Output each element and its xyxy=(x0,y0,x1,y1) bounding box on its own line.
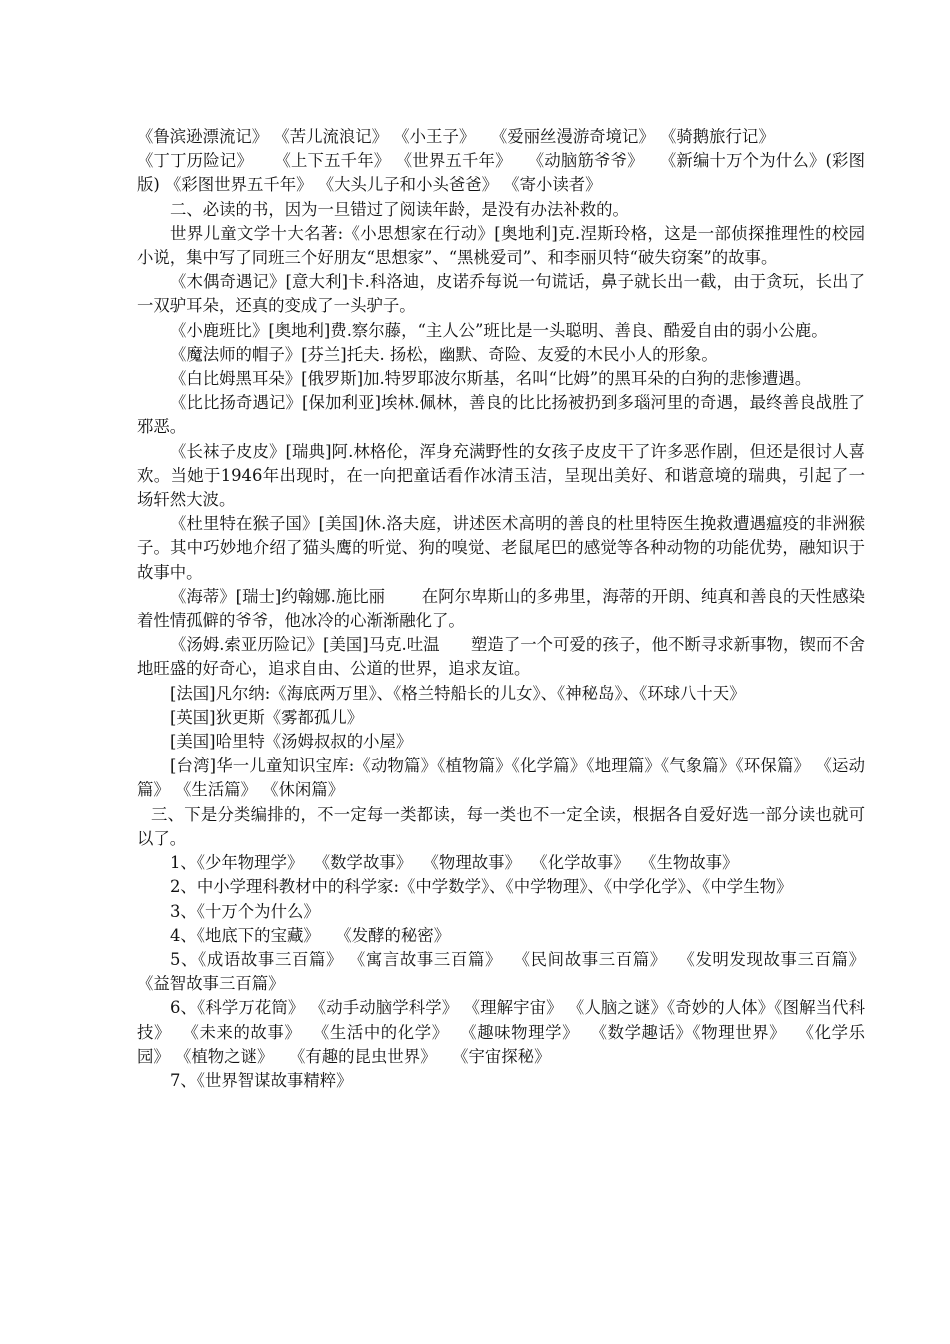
section-heading: 二、必读的书，因为一旦错过了阅读年龄，是没有办法补救的。 xyxy=(170,199,629,219)
section-heading: 三、下是分类编排的，不一定每一类都读，每一类也不一定全读，根据各自爱好选一部分读也就可以了。 xyxy=(137,804,865,848)
document-page xyxy=(137,125,881,1093)
paragraph: 《汤姆.索亚历险记》[美国]马克.吐温 塑造了一个可爱的孩子，他不断寻求新事物，锲而不舍地旺盛的好奇心，追求自由、公道的世界，追求友谊。 xyxy=(137,635,865,679)
list-item: 5、《成语故事三百篇》 《寓言故事三百篇》 《民间故事三百篇》 《发明发现故事三百篇》 《益智故事三百篇》 xyxy=(137,949,881,994)
paragraph: [美国]哈里特《汤姆叔叔的小屋》 xyxy=(170,732,413,752)
list-item: 3、《十万个为什么》 xyxy=(170,901,320,921)
paragraph: 《木偶奇遇记》[意大利]卡.科洛迪，皮诺乔每说一句谎话，鼻子就长出一截，由于贪玩，长出了一双驴耳朵，还真的变成了一头驴子。 xyxy=(137,272,865,316)
paragraph: 《长袜子皮皮》[瑞典]阿.林格伦，浑身充满野性的女孩子皮皮干了许多恶作剧，但还是很讨人喜欢。当她于1946年出现时，在一向把童话看作冰清玉洁，呈现出美好、和谐意境的瑞典，引起了一场轩然大波。 xyxy=(137,441,865,510)
paragraph: 《比比扬奇遇记》[保加利亚]埃林.佩林，善良的比比扬被扔到多瑙河里的奇遇，最终善良战胜了邪恶。 xyxy=(137,393,865,437)
paragraph: 《小鹿班比》[奥地利]费.察尔藤，“主人公”班比是一头聪明、善良、酷爱自由的弱小公鹿。 xyxy=(170,320,828,340)
list-item: 4、《地底下的宝藏》 《发酵的秘密》 xyxy=(170,925,451,945)
list-item: 6、《科学万花筒》 《动手动脑学科学》 《理解宇宙》 《人脑之谜》《奇妙的人体》《图解当代科技》 《未来的故事》 《生活中的化学》 《趣味物理学》 《数学趣话》《物理世界》 《化学乐园》 《植物之谜》 《有趣的昆虫世界》 《宇宙探秘》 xyxy=(137,998,865,1066)
paragraph: 世界儿童文学十大名著:《小思想家在行动》[奥地利]克.涅斯玲格，这是一部侦探推理性的校园小说，集中写了同班三个好朋友“思想家”、“黑桃爱司”、和李丽贝特“破失窃案”的故事。 xyxy=(137,223,865,268)
list-item: 1、《少年物理学》 《数学故事》 《物理故事》 《化学故事》 《生物故事》 xyxy=(170,853,739,873)
book-list-line: 《丁丁历险记》 《上下五千年》 《世界五千年》 《动脑筋爷爷》 《新编十万个为什么》(彩图版) 《彩图世界五千年》 《大头儿子和小头爸爸》 《寄小读者》 xyxy=(137,151,865,195)
paragraph: [法国]凡尔纳:《海底两万里》、《格兰特船长的儿女》、《神秘岛》、《环球八十天》 xyxy=(170,683,746,703)
paragraph: 《海蒂》[瑞士]约翰娜.施比丽 在阿尔卑斯山的多弗里，海蒂的开朗、纯真和善良的天性感染着性情孤僻的爷爷，他冰冷的心渐渐融化了。 xyxy=(137,586,865,631)
list-item: 7、《世界智谋故事精粹》 xyxy=(170,1070,353,1090)
paragraph: [英国]狄更斯《雾都孤儿》 xyxy=(170,707,364,727)
list-item: 2、中小学理科教材中的科学家:《中学数学》、《中学物理》、《中学化学》、《中学生物》 xyxy=(170,877,793,897)
book-list-line: 《鲁滨逊漂流记》 《苦儿流浪记》 《小王子》 《爱丽丝漫游奇境记》 《骑鹅旅行记》 xyxy=(137,127,775,146)
paragraph: 《魔法师的帽子》[芬兰]托夫. 扬松，幽默、奇险、友爱的木民小人的形象。 xyxy=(170,344,718,364)
paragraph: [台湾]华一儿童知识宝库:《动物篇》《植物篇》《化学篇》《地理篇》《气象篇》《环保篇》 《运动篇》 《生活篇》 《休闲篇》 xyxy=(137,756,865,800)
paragraph: 《杜里特在猴子国》[美国]休.洛夫庭，讲述医术高明的善良的杜里特医生挽救遭遇瘟疫的非洲猴子。其中巧妙地介绍了猫头鹰的听觉、狗的嗅觉、老鼠尾巴的感觉等各种动物的功能优势，融知识于故事中。 xyxy=(137,514,865,582)
paragraph: 《白比姆黑耳朵》[俄罗斯]加.特罗耶波尔斯基，名叫“比姆”的黑耳朵的白狗的悲惨遭遇。 xyxy=(170,369,812,389)
